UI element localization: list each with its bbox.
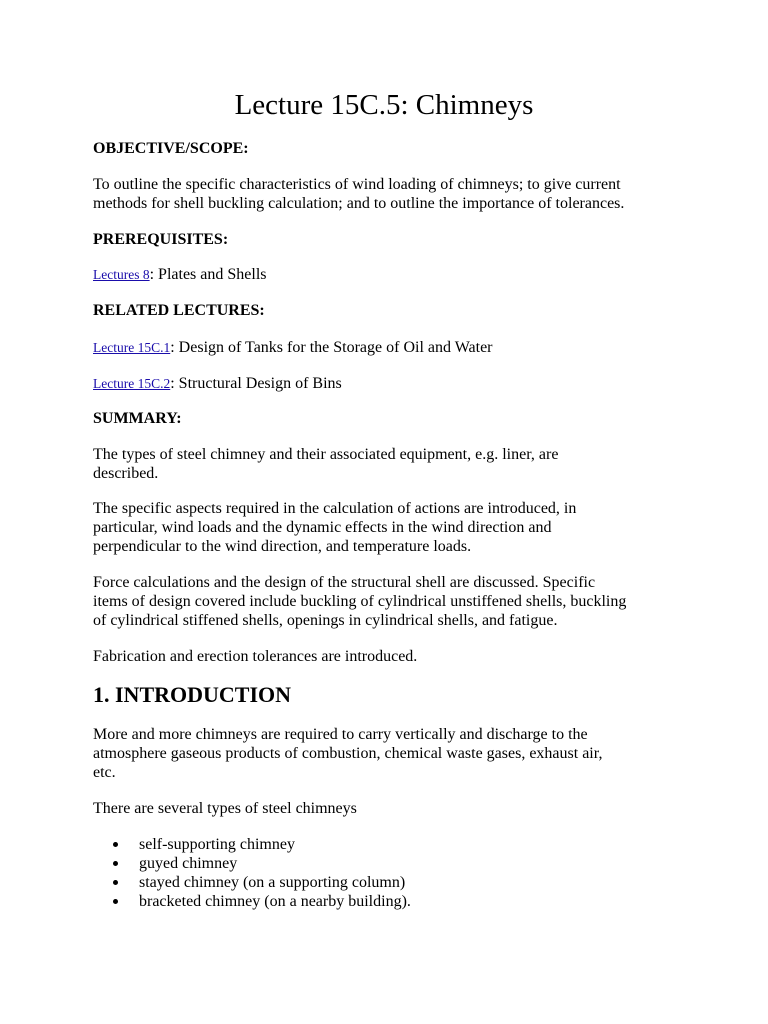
text-line: There are several types of steel chimneys [93,800,357,817]
text-line: atmosphere gaseous products of combustion, chemical waste gases, exhaust air, [93,745,603,762]
introduction-paragraph [93,799,693,818]
lecture-15c2-link[interactable]: Lecture 15C.2 [93,376,171,391]
related-lecture-text: : Design of Tanks for the Storage of Oil and Water [170,339,493,356]
summary-paragraph [93,647,693,666]
text-line: The types of steel chimney and their associated equipment, e.g. liner, are [93,446,559,463]
summary-paragraph [93,499,693,556]
text-line: perpendicular to the wind direction, and temperature loads. [93,538,472,555]
related-lectures-heading: RELATED LECTURES: [93,302,265,319]
list-item [113,892,411,911]
text-line: More and more chimneys are required to carry vertically and discharge to the [93,726,588,743]
text-line: methods for shell buckling calculation; and to outline the importance of tolerances. [93,195,625,212]
related-lecture-item [93,374,342,393]
bullet-icon [113,880,118,885]
related-lecture-text: : Structural Design of Bins [170,375,342,392]
page-title: Lecture 15C.5: Chimneys [234,89,534,121]
text-line: etc. [93,764,116,781]
introduction-heading: 1. INTRODUCTION [93,682,292,707]
text-line: described. [93,465,159,482]
text-line: particular, wind loads and the dynamic effects in the wind direction and [93,519,552,536]
introduction-paragraph [93,725,693,782]
summary-heading: SUMMARY: [93,410,182,427]
list-item [113,873,411,892]
objective-heading: OBJECTIVE/SCOPE: [93,140,249,157]
bullet-icon [113,842,118,847]
text-line: The specific aspects required in the calculation of actions are introduced, in [93,500,577,517]
text-line: Force calculations and the design of the structural shell are discussed. Specific [93,574,596,591]
objective-paragraph [93,175,693,213]
related-lecture-item [93,338,493,357]
prerequisite-text: : Plates and Shells [149,266,267,283]
prerequisite-item [93,265,267,284]
chimney-types-list [113,835,411,911]
bullet-icon [113,861,118,866]
list-item [113,854,411,873]
text-line: To outline the specific characteristics of wind loading of chimneys; to give current [93,176,621,193]
list-item-text: self-supporting chimney [139,836,295,853]
list-item-text: bracketed chimney (on a nearby building). [139,893,411,910]
summary-paragraph [93,573,693,630]
list-item-text: stayed chimney (on a supporting column) [139,874,406,891]
bullet-icon [113,899,118,904]
summary-paragraph [93,445,693,483]
prerequisites-heading: PREREQUISITES: [93,231,229,248]
text-line: Fabrication and erection tolerances are introduced. [93,648,418,665]
list-item-text: guyed chimney [139,855,238,872]
lecture-15c1-link[interactable]: Lecture 15C.1 [93,340,171,355]
lectures-8-link[interactable]: Lectures 8 [93,267,150,282]
text-line: items of design covered include buckling of cylindrical unstiffened shells, buckling [93,593,627,610]
list-item [113,835,411,854]
text-line: of cylindrical stiffened shells, openings in cylindrical shells, and fatigue. [93,612,558,629]
